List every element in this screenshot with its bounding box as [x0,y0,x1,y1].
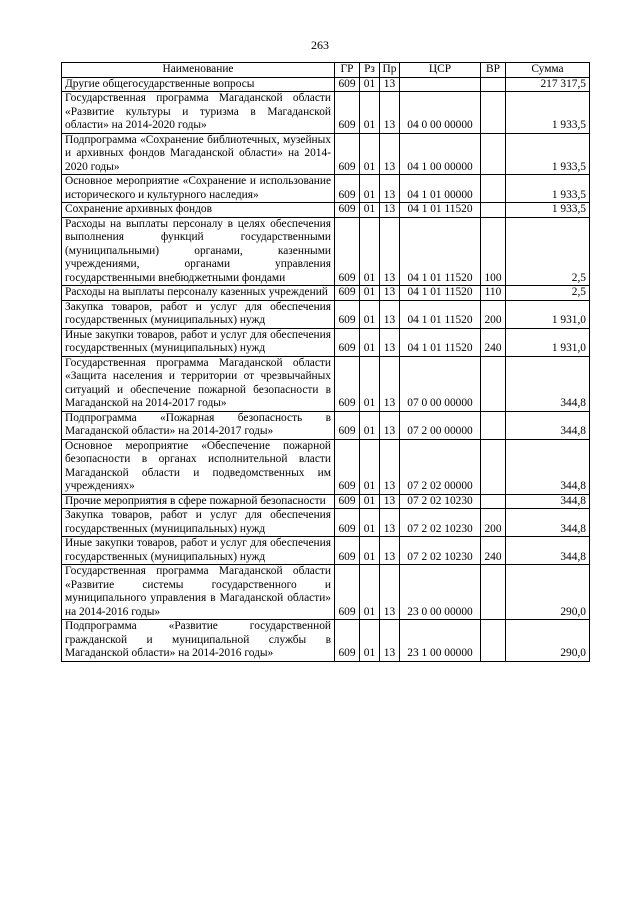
table-row [62,620,590,662]
row-csr: 04 1 01 11520 [400,217,481,286]
row-vr: 240 [481,537,506,565]
table-row [62,494,590,509]
table-row [62,537,590,565]
row-gr: 609 [335,328,360,356]
row-gr: 609 [335,439,360,494]
row-sum: 1 933,5 [506,133,590,175]
row-csr [400,77,481,92]
row-name: Закупка товаров, работ и услуг для обеспечения государственных (муниципальных) нужд [62,509,335,537]
row-vr [481,620,506,662]
row-sum: 2,5 [506,217,590,286]
row-csr: 23 1 00 00000 [400,620,481,662]
row-sum: 344,8 [506,356,590,411]
row-rz: 01 [360,509,380,537]
row-sum: 1 933,5 [506,203,590,218]
header-name: Наименование [62,63,335,78]
row-gr: 609 [335,77,360,92]
row-vr: 110 [481,286,506,301]
row-pr: 13 [380,217,400,286]
row-gr: 609 [335,286,360,301]
row-pr: 13 [380,92,400,134]
row-pr: 13 [380,509,400,537]
row-vr [481,92,506,134]
row-gr: 609 [335,133,360,175]
row-pr: 13 [380,620,400,662]
table-row [62,411,590,439]
row-pr: 13 [380,411,400,439]
row-sum: 344,8 [506,494,590,509]
row-gr: 609 [335,494,360,509]
row-name: Другие общегосударственные вопросы [62,77,335,92]
row-pr: 13 [380,203,400,218]
row-pr: 13 [380,77,400,92]
header-vr: ВР [481,63,506,78]
row-csr: 07 2 02 10230 [400,494,481,509]
table-row [62,77,590,92]
table-row [62,439,590,494]
row-csr: 04 1 01 00000 [400,175,481,203]
table-row [62,565,590,620]
row-gr: 609 [335,411,360,439]
row-rz: 01 [360,356,380,411]
row-rz: 01 [360,175,380,203]
row-gr: 609 [335,620,360,662]
table-row [62,217,590,286]
row-rz: 01 [360,328,380,356]
row-vr [481,494,506,509]
row-rz: 01 [360,92,380,134]
table-row [62,300,590,328]
header-csr: ЦСР [400,63,481,78]
row-name: Государственная программа Магаданской области «Развитие культуры и туризма в Магаданской области» на 2014-2020 годы» [62,92,335,134]
row-gr: 609 [335,356,360,411]
header-gr: ГР [335,63,360,78]
row-vr [481,565,506,620]
row-pr: 13 [380,133,400,175]
table-row [62,328,590,356]
row-pr: 13 [380,328,400,356]
row-vr: 200 [481,509,506,537]
row-rz: 01 [360,537,380,565]
row-sum: 2,5 [506,286,590,301]
row-sum: 217 317,5 [506,77,590,92]
row-sum: 344,8 [506,509,590,537]
row-vr [481,175,506,203]
table-row [62,203,590,218]
header-pr: Пр [380,63,400,78]
row-csr: 07 2 02 10230 [400,509,481,537]
page-number: 263 [311,38,329,52]
row-name: Подпрограмма «Пожарная безопасность в Магаданской области» на 2014-2017 годы» [62,411,335,439]
row-rz: 01 [360,77,380,92]
row-rz: 01 [360,203,380,218]
row-csr: 04 0 00 00000 [400,92,481,134]
row-gr: 609 [335,565,360,620]
table-body [62,77,590,661]
row-sum: 344,8 [506,439,590,494]
row-gr: 609 [335,92,360,134]
row-vr [481,133,506,175]
row-name: Закупка товаров, работ и услуг для обеспечения государственных (муниципальных) нужд [62,300,335,328]
row-csr: 07 0 00 00000 [400,356,481,411]
row-name: Иные закупки товаров, работ и услуг для обеспечения государственных (муниципальных) нужд [62,537,335,565]
row-pr: 13 [380,175,400,203]
row-name: Государственная программа Магаданской области «Защита населения и территории от чрезвычайных ситуаций и обеспечение пожарной безопасности в Магаданской на 2014-2017 годы» [62,356,335,411]
row-name: Основное мероприятие «Обеспечение пожарной безопасности в органах исполнительной власти Магаданской области и подведомственных им учреждениях» [62,439,335,494]
budget-table [61,62,590,662]
row-pr: 13 [380,356,400,411]
row-rz: 01 [360,494,380,509]
row-rz: 01 [360,439,380,494]
table-row [62,286,590,301]
row-sum: 344,8 [506,411,590,439]
row-vr [481,77,506,92]
row-csr: 04 1 01 11520 [400,300,481,328]
table-row [62,92,590,134]
row-sum: 1 933,5 [506,92,590,134]
row-gr: 609 [335,509,360,537]
row-csr: 04 1 01 11520 [400,328,481,356]
row-vr [481,411,506,439]
header-sum: Сумма [506,63,590,78]
row-pr: 13 [380,537,400,565]
row-sum: 1 933,5 [506,175,590,203]
row-csr: 04 1 00 00000 [400,133,481,175]
row-vr: 200 [481,300,506,328]
row-pr: 13 [380,565,400,620]
table-row [62,133,590,175]
row-csr: 04 1 01 11520 [400,286,481,301]
row-vr [481,356,506,411]
table-row [62,175,590,203]
row-name: Подпрограмма «Сохранение библиотечных, музейных и архивных фондов Магаданской области» на 2014-2020 годы» [62,133,335,175]
row-csr: 07 2 02 00000 [400,439,481,494]
row-gr: 609 [335,537,360,565]
row-csr: 04 1 01 11520 [400,203,481,218]
row-name: Расходы на выплаты персоналу в целях обеспечения выполнения функций государственными (муниципальными) органами, казенными учреждениями, органами управления государственными внебюджетными фондами [62,217,335,286]
row-pr: 13 [380,439,400,494]
row-gr: 609 [335,217,360,286]
row-rz: 01 [360,300,380,328]
row-rz: 01 [360,217,380,286]
row-csr: 07 2 02 10230 [400,537,481,565]
row-name: Расходы на выплаты персоналу казенных учреждений [62,286,335,301]
row-pr: 13 [380,286,400,301]
row-name: Прочие мероприятия в сфере пожарной безопасности [62,494,335,509]
row-vr [481,439,506,494]
row-rz: 01 [360,286,380,301]
row-csr: 07 2 00 00000 [400,411,481,439]
header-rz: Рз [360,63,380,78]
row-gr: 609 [335,203,360,218]
row-vr [481,203,506,218]
row-rz: 01 [360,565,380,620]
row-sum: 344,8 [506,537,590,565]
row-sum: 290,0 [506,565,590,620]
row-rz: 01 [360,620,380,662]
row-name: Иные закупки товаров, работ и услуг для обеспечения государственных (муниципальных) нужд [62,328,335,356]
row-vr: 240 [481,328,506,356]
row-gr: 609 [335,300,360,328]
row-rz: 01 [360,411,380,439]
row-sum: 1 931,0 [506,328,590,356]
row-name: Сохранение архивных фондов [62,203,335,218]
row-pr: 13 [380,300,400,328]
row-name: Основное мероприятие «Сохранение и использование исторического и культурного наследия» [62,175,335,203]
row-pr: 13 [380,494,400,509]
table-row [62,509,590,537]
row-vr: 100 [481,217,506,286]
table-row [62,356,590,411]
row-sum: 290,0 [506,620,590,662]
row-gr: 609 [335,175,360,203]
row-rz: 01 [360,133,380,175]
row-csr: 23 0 00 00000 [400,565,481,620]
row-name: Государственная программа Магаданской области «Развитие системы государственного и муниципального управления в Магаданской области» на 2014-2016 годы» [62,565,335,620]
row-name: Подпрограмма «Развитие государственной гражданской и муниципальной службы в Магаданской области» на 2014-2016 годы» [62,620,335,662]
table-header [62,63,590,78]
row-sum: 1 931,0 [506,300,590,328]
